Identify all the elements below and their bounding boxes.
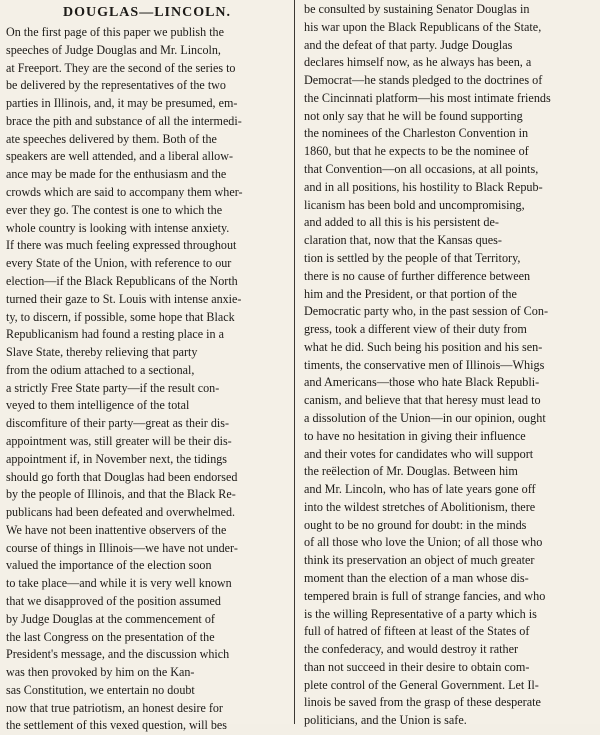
text-line: by Judge Douglas at the commencement of [6,611,215,626]
text-line: and the defeat of that party. Judge Douglas [304,37,513,52]
text-line: publicans had been defeated and overwhelmed. [6,505,236,520]
text-line: the last Congress on the presentation of the [6,629,215,644]
text-line: of all those who love the Union; of all those who [304,535,543,550]
left-column [6,0,288,733]
text-line: be delivered by the representatives of the two [6,78,226,93]
text-line: the Cincinnati platform—his most intimate friends [304,90,551,105]
left-column-text [6,24,288,735]
text-line: sas Constitution, we entertain no doubt [6,682,195,697]
text-line: discomfiture of their party—great as their dis- [6,416,229,431]
text-line: brace the pith and substance of all the intermedi- [6,113,242,128]
text-line: moment than the election of a man whose dis- [304,571,529,585]
text-line: valued the importance of the election soon [6,558,212,573]
text-line: what he did. Such being his position and his sen- [304,339,543,354]
text-line: and their votes for candidates who will support [304,446,534,461]
text-line: into the wildest stretches of Abolitionism, there [304,499,536,514]
text-line: the reëlection of Mr. Douglas. Between him [304,464,518,479]
text-line: was then provoked by him on the Kan- [6,665,195,680]
text-line: his war upon the Black Republicans of the State, [304,19,542,34]
text-line: Slave State, thereby relieving that party [6,345,198,360]
text-line: at Freeport. They are the second of the series to [6,60,236,75]
text-line: turned their gaze to St. Louis with intense anxie- [6,291,242,306]
text-line: be consulted by sustaining Senator Douglas in [304,2,530,16]
text-line: a dissolution of the Union—in our opinion, ought [304,410,546,425]
text-line: course of things in Illinois—we have not under- [6,540,238,555]
text-line: veyed to them intelligence of the total [6,398,190,413]
text-line: President's message, and the discussion which [6,647,230,662]
text-line: and in all positions, his hostility to Black Repub- [304,179,543,194]
text-line: ought to be no ground for doubt: in the minds [304,517,527,532]
text-line: ever they go. The contest is one to which the [6,202,223,217]
text-line: timents, the conservative men of Illinois—Whigs [304,357,545,372]
text-line: now that true patriotism, an honest desire for [6,700,223,715]
text-line: should go forth that Douglas had been endorsed [6,469,238,484]
text-line: Republicanism had found a resting place in a [6,327,224,342]
text-line: the settlement of this vexed question, will bes [6,718,228,733]
text-line: speeches of Judge Douglas and Mr. Lincoln, [6,42,221,57]
text-line: ty, to discern, if possible, some hope that Black [6,309,235,324]
text-line: If there was much feeling expressed throughout [6,238,237,253]
text-line: and Mr. Lincoln, who has of late years gone off [304,482,536,497]
text-line: licanism has been bold and uncompromising, [304,197,525,212]
text-line: speakers are well attended, and a liberal allow- [6,149,233,164]
text-line: think its preservation an object of much greater [304,553,535,568]
text-line: and added to all this is his persistent de- [304,215,499,230]
column-divider [294,0,295,724]
text-line: Democratic party who, in the past session of Con- [304,304,549,319]
text-line: 1860, but that he expects to be the nominee of [304,144,529,159]
text-line: ance may be made for the enthusiasm and the [6,167,227,182]
text-line: declares himself now, as he always has been, a [304,55,532,70]
text-line: full of hatred of fifteen at least of the States of [304,624,530,639]
text-line: not only say that he will be found supporting [304,108,523,123]
text-line: election—if the Black Republicans of the North [6,273,238,288]
text-line: parties in Illinois, and, it may be presumed, em- [6,96,238,111]
text-line: gress, took a different view of their duty from [304,322,527,337]
text-line: a strictly Free State party—if the result con- [6,380,220,395]
text-line: politicians, and the Union is safe. [304,713,467,728]
text-line: Democrat—he stands pledged to the doctrines of [304,73,543,88]
text-line: to take place—and while it is very well known [6,576,232,591]
text-line: by the people of Illinois, and that the Black Re- [6,487,236,502]
right-column-text [304,1,590,730]
article-title: DOUGLAS—LINCOLN. [62,5,232,20]
text-line: linois be saved from the grasp of these desperate [304,695,541,710]
right-column [304,0,590,728]
text-line: and Americans—those who hate Black Republi- [304,375,540,390]
text-line: whole country is looking with intense anxiety. [6,220,230,235]
text-line: the confederacy, and would destroy it rather [304,642,519,657]
text-line: the nominees of the Charleston Convention in [304,126,529,141]
text-line: from the odium attached to a sectional, [6,362,195,377]
text-line: canism, and believe that that heresy must lead to [304,393,541,408]
text-line: is the willing Representative of a party which is [304,606,537,621]
text-line: appointment if, in November next, the tidings [6,451,228,466]
text-line: On the first page of this paper we publish the [6,25,224,39]
text-line: plete control of the General Government. Let Il- [304,677,539,692]
text-line: that Convention—on all occasions, at all points, [304,162,539,177]
text-line: him and the President, or that portion of the [304,286,517,301]
text-line: than not succeed in their desire to obtain com- [304,659,530,674]
text-line: that we disapproved of the position assumed [6,594,221,608]
text-line: every State of the Union, with reference to our [6,256,232,271]
text-line: tempered brain is full of strange fancies, and who [304,588,546,603]
text-line: tion is settled by the people of that Territory, [304,250,521,265]
text-line: there is no cause of further difference between [304,268,531,283]
text-line: claration that, now that the Kansas ques- [304,233,502,248]
text-line: crowds which are said to accompany them wher- [6,185,243,200]
text-line: ate speeches delivered by them. Both of the [6,131,217,146]
text-line: appointment was, still greater will be their dis- [6,433,232,448]
text-line: We have not been inattentive observers of the [6,522,227,537]
text-line: to have no hesitation in giving their influence [304,428,526,443]
